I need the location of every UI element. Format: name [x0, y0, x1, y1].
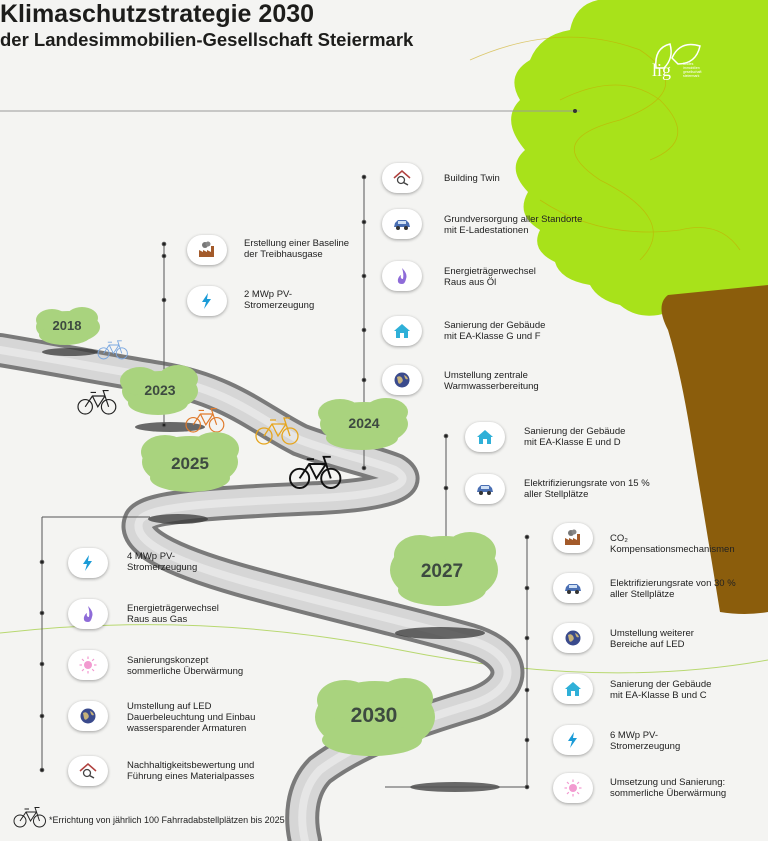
milestone-2027-1: Sanierung der Gebäude mit EA-Klasse E und D: [524, 426, 626, 448]
milestone-2023-2: 2 MWp PV- Stromerzeugung: [244, 289, 315, 311]
page-title: Klimaschutzstrategie 2030: [0, 0, 315, 28]
milestone-2024-3: Energieträgerwechsel Raus aus Öl: [444, 266, 536, 288]
milestone-2025-5: Nachhaltigkeitsbewertung und Führung eines Materialpasses: [127, 760, 255, 782]
milestone-2030-4: Sanierung der Gebäude mit EA-Klasse B und C: [610, 679, 712, 701]
milestone-2023-1: Erstellung einer Baseline der Treibhausgase: [244, 238, 350, 260]
flame-icon: [68, 599, 108, 629]
globe-icon: [68, 701, 108, 731]
logo-subtext: landes immobilien gesellschaft steiermark: [683, 62, 702, 78]
milestone-2024-2: Grundversorgung aller Standorte mit E-Ladestationen: [444, 214, 583, 236]
sun-icon: [553, 773, 593, 803]
milestone-2030-5: 6 MWp PV- Stromerzeugung: [610, 730, 681, 752]
car-icon: [465, 474, 505, 504]
flame-icon: [382, 261, 422, 291]
globe-icon: [382, 365, 422, 395]
house-icon: [465, 422, 505, 452]
milestone-2025-3: Sanierungskonzept sommerliche Überwärmung: [127, 655, 244, 677]
milestone-2025-1: 4 MWp PV- Stromerzeugung: [127, 551, 198, 573]
year-2023: 2023: [144, 382, 176, 398]
year-2027: 2027: [420, 561, 464, 582]
house-icon: [382, 316, 422, 346]
year-2024: 2024: [348, 415, 380, 431]
house-magnifier-icon: [68, 756, 108, 786]
milestone-2025-2: Energieträgerwechsel Raus aus Gas: [127, 603, 219, 625]
milestone-2025-4: Umstellung auf LED Dauerbeleuchtung und Einbau wassersparender Armaturen: [127, 701, 256, 734]
milestone-2030-2: Elektrifizierungsrate von 30 % aller Stellplätze: [610, 578, 736, 600]
year-2030: 2030: [350, 704, 398, 727]
lightning-icon: [187, 286, 227, 316]
milestone-2027-2: Elektrifizierungsrate von 15 % aller Stellplätze: [524, 478, 650, 500]
factory-icon: [553, 523, 593, 553]
milestone-2030-6: Umsetzung und Sanierung: sommerliche Überwärmung: [610, 777, 727, 799]
factory-icon: [187, 235, 227, 265]
logo-wordmark: lig: [652, 60, 672, 80]
year-2018: 2018: [52, 318, 82, 333]
car-icon: [382, 209, 422, 239]
page-subtitle: der Landesimmobilien-Gesellschaft Steiermark: [0, 29, 414, 50]
year-2025: 2025: [171, 454, 209, 473]
milestone-2030-1: CO₂ Kompensationsmechanismen: [610, 533, 735, 555]
milestone-2024-4: Sanierung der Gebäude mit EA-Klasse G und F: [444, 320, 546, 342]
house-icon: [553, 674, 593, 704]
sun-icon: [68, 650, 108, 680]
globe-icon: [553, 623, 593, 653]
tree-trunk: [662, 285, 768, 614]
milestone-2024-1: Building Twin: [444, 173, 500, 184]
lightning-icon: [553, 725, 593, 755]
milestone-2024-5: Umstellung zentrale Warmwasserbereitung: [444, 370, 539, 392]
footnote: *Errichtung von jährlich 100 Fahrradabstellplätzen bis 2025: [49, 815, 285, 825]
lightning-icon: [68, 548, 108, 578]
milestone-2030-3: Umstellung weiterer Bereiche auf LED: [610, 628, 694, 650]
car-icon: [553, 573, 593, 603]
house-magnifier-icon: [382, 163, 422, 193]
tree-crown: [511, 0, 768, 316]
